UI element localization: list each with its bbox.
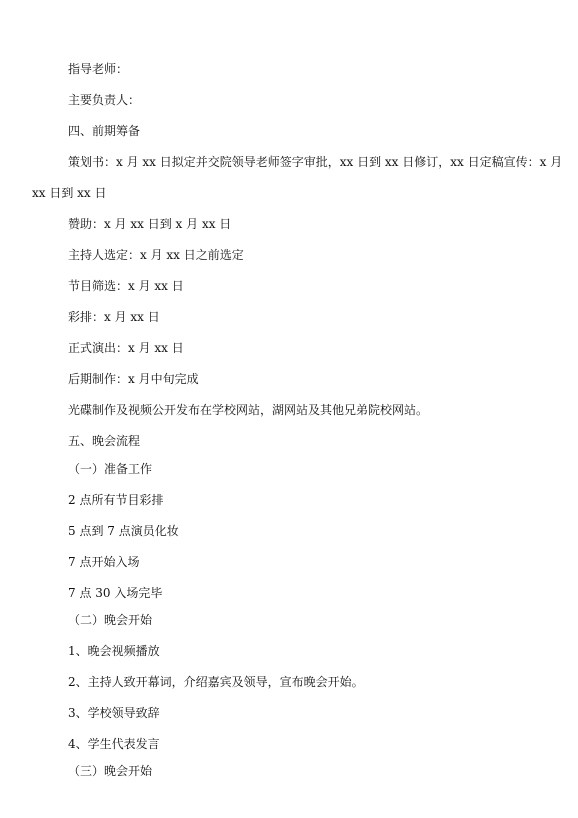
rehearsal-line: 彩排：x 月 xx 日 — [68, 310, 160, 324]
flow-item: 2 点所有节目彩排 — [68, 493, 164, 507]
performance-line: 正式演出：x 月 xx 日 — [68, 341, 184, 355]
flow-item: 1、晚会视频播放 — [68, 644, 160, 658]
section-heading-prep: 四、前期筹备 — [68, 124, 141, 138]
planning-line: 策划书：x 月 xx 日拟定并交院领导老师签字审批，xx 日到 xx 日修订，xx 日定稿宣传：x 月 — [68, 155, 563, 169]
flow-item: 3、学校领导致辞 — [68, 706, 160, 720]
subsection-gala-start: （二）晚会开始 — [68, 613, 153, 627]
flow-item: 2、主持人致开幕词，介绍嘉宾及领导，宣布晚会开始。 — [68, 675, 364, 689]
post-production-line: 后期制作：x 月中旬完成 — [68, 372, 199, 386]
section-heading-flow: 五、晚会流程 — [68, 434, 141, 448]
program-screening-line: 节目筛选：x 月 xx 日 — [68, 279, 184, 293]
flow-item: 7 点开始入场 — [68, 555, 140, 569]
flow-item: 4、学生代表发言 — [68, 737, 160, 751]
advisor-line: 指导老师： — [68, 62, 129, 76]
subsection-prep-work: （一）准备工作 — [68, 462, 153, 476]
flow-item: 7 点 30 入场完毕 — [68, 586, 163, 600]
host-selection-line: 主持人选定：x 月 xx 日之前选定 — [68, 248, 244, 262]
leader-line: 主要负责人： — [68, 93, 141, 107]
sponsorship-line: 赞助：x 月 xx 日到 x 月 xx 日 — [68, 217, 232, 231]
planning-line-wrap: xx 日到 xx 日 — [32, 186, 107, 200]
flow-item: 5 点到 7 点演员化妆 — [68, 524, 179, 538]
publishing-line: 光碟制作及视频公开发布在学校网站，湖网站及其他兄弟院校网站。 — [68, 403, 429, 417]
subsection-gala-start-3: （三）晚会开始 — [68, 764, 153, 778]
